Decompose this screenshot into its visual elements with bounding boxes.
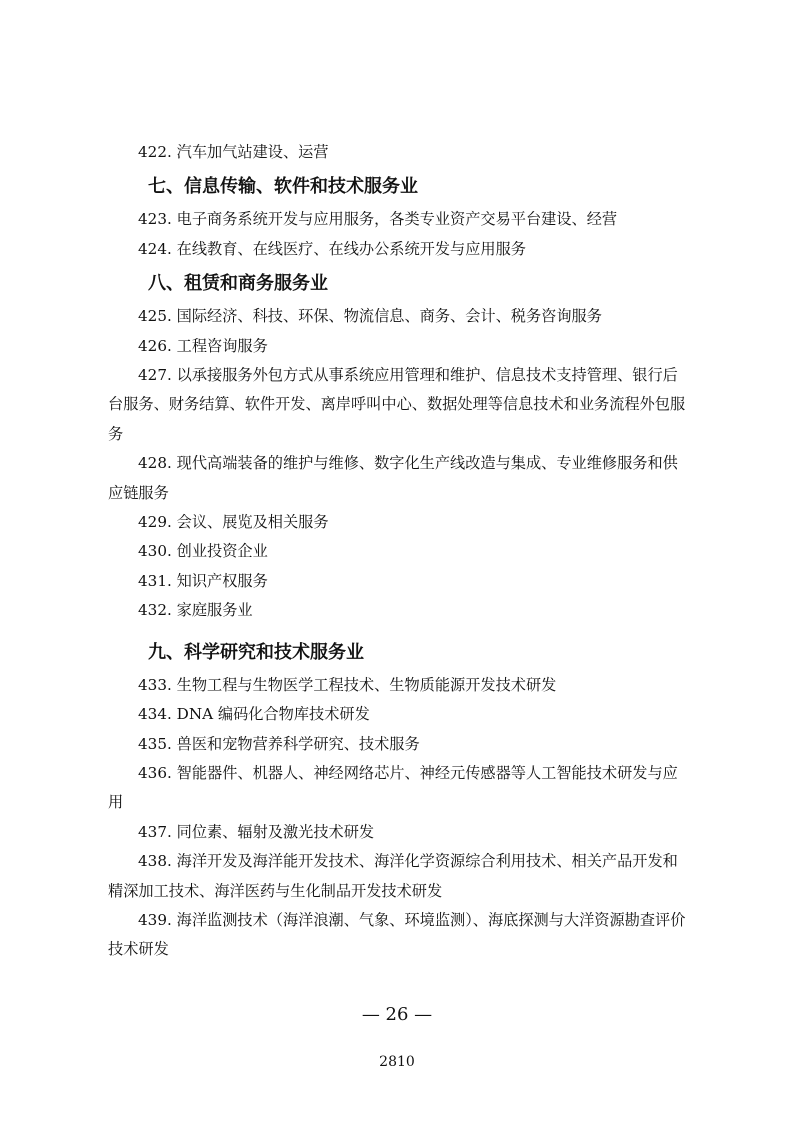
section-heading: 八、租赁和商务服务业 [148,273,328,295]
item-number: 438. [138,852,172,871]
item-number: 431. [138,571,172,590]
item-number: 429. [138,513,172,532]
list-item [108,508,688,537]
section-heading: 七、信息传输、软件和技术服务业 [148,176,418,198]
list-item [108,449,688,508]
item-text: 汽车加气站建设、运营 [176,143,329,161]
list-item [108,759,688,818]
item-number: 434. [138,705,172,724]
list-item [108,700,688,729]
item-number: 435. [138,734,172,753]
item-text: 会议、展览及相关服务 [176,513,329,532]
list-item [108,235,688,264]
list-item [108,818,688,847]
item-text: 智能器件、机器人、神经网络芯片、神经元传感器等人工智能技术研发与应用 [108,763,678,812]
document-body [108,138,688,965]
item-number: 433. [138,675,172,694]
list-item [108,332,688,361]
item-text: DNA 编码化合物库技术研发 [176,705,370,724]
item-number: 439. [138,910,172,929]
list-item [108,730,688,759]
item-text: 海洋监测技术（海洋浪潮、气象、环境监测）、海底探测与大洋资源勘查评价技术研发 [108,910,686,959]
item-text: 在线教育、在线医疗、在线办公系统开发与应用服务 [176,239,526,258]
item-number: 424. [138,239,172,258]
item-number: 425. [138,307,172,326]
item-number: 430. [138,542,172,561]
list-item [108,847,688,906]
item-text: 兽医和宠物营养科学研究、技术服务 [176,734,420,753]
item-number: 423. [138,210,172,229]
item-number: 432. [138,601,172,620]
list-item [108,302,688,331]
item-number: 437. [138,822,172,841]
item-text: 创业投资企业 [176,542,268,561]
list-item [108,596,688,625]
list-item [108,361,688,449]
item-number: 436. [138,763,172,782]
list-item [108,567,688,596]
list-item [108,205,688,234]
item-text: 家庭服务业 [176,601,253,620]
item-number: 426. [138,336,172,355]
footer-number: 2810 [379,1054,415,1070]
item-text: 以承接服务外包方式从事系统应用管理和维护、信息技术支持管理、银行后台服务、财务结算、软件开发、离岸呼叫中心、数据处理等信息技术和业务流程外包服务 [108,366,686,443]
list-item [108,906,688,965]
item-number: 428. [138,454,172,473]
item-text: 电子商务系统开发与应用服务，各类专业资产交易平台建设、经营 [176,210,618,229]
list-item [108,671,688,700]
item-text: 海洋开发及海洋能开发技术、海洋化学资源综合利用技术、相关产品开发和精深加工技术、海洋医药与生化制品开发技术研发 [108,852,678,900]
item-number: 422. [138,143,172,161]
list-item [108,537,688,566]
item-number: 427. [138,366,172,385]
list-item [108,138,688,167]
item-text: 同位素、辐射及激光技术研发 [176,822,375,841]
item-text: 生物工程与生物医学工程技术、生物质能源开发技术研发 [176,675,557,694]
page-number: — 26 — [361,1004,433,1025]
section-heading: 九、科学研究和技术服务业 [148,641,364,663]
item-text: 现代高端装备的维护与维修、数字化生产线改造与集成、专业维修服务和供应链服务 [108,454,678,502]
item-text: 工程咨询服务 [176,336,268,355]
item-text: 知识产权服务 [176,571,268,590]
item-text: 国际经济、科技、环保、物流信息、商务、会计、税务咨询服务 [176,307,602,326]
